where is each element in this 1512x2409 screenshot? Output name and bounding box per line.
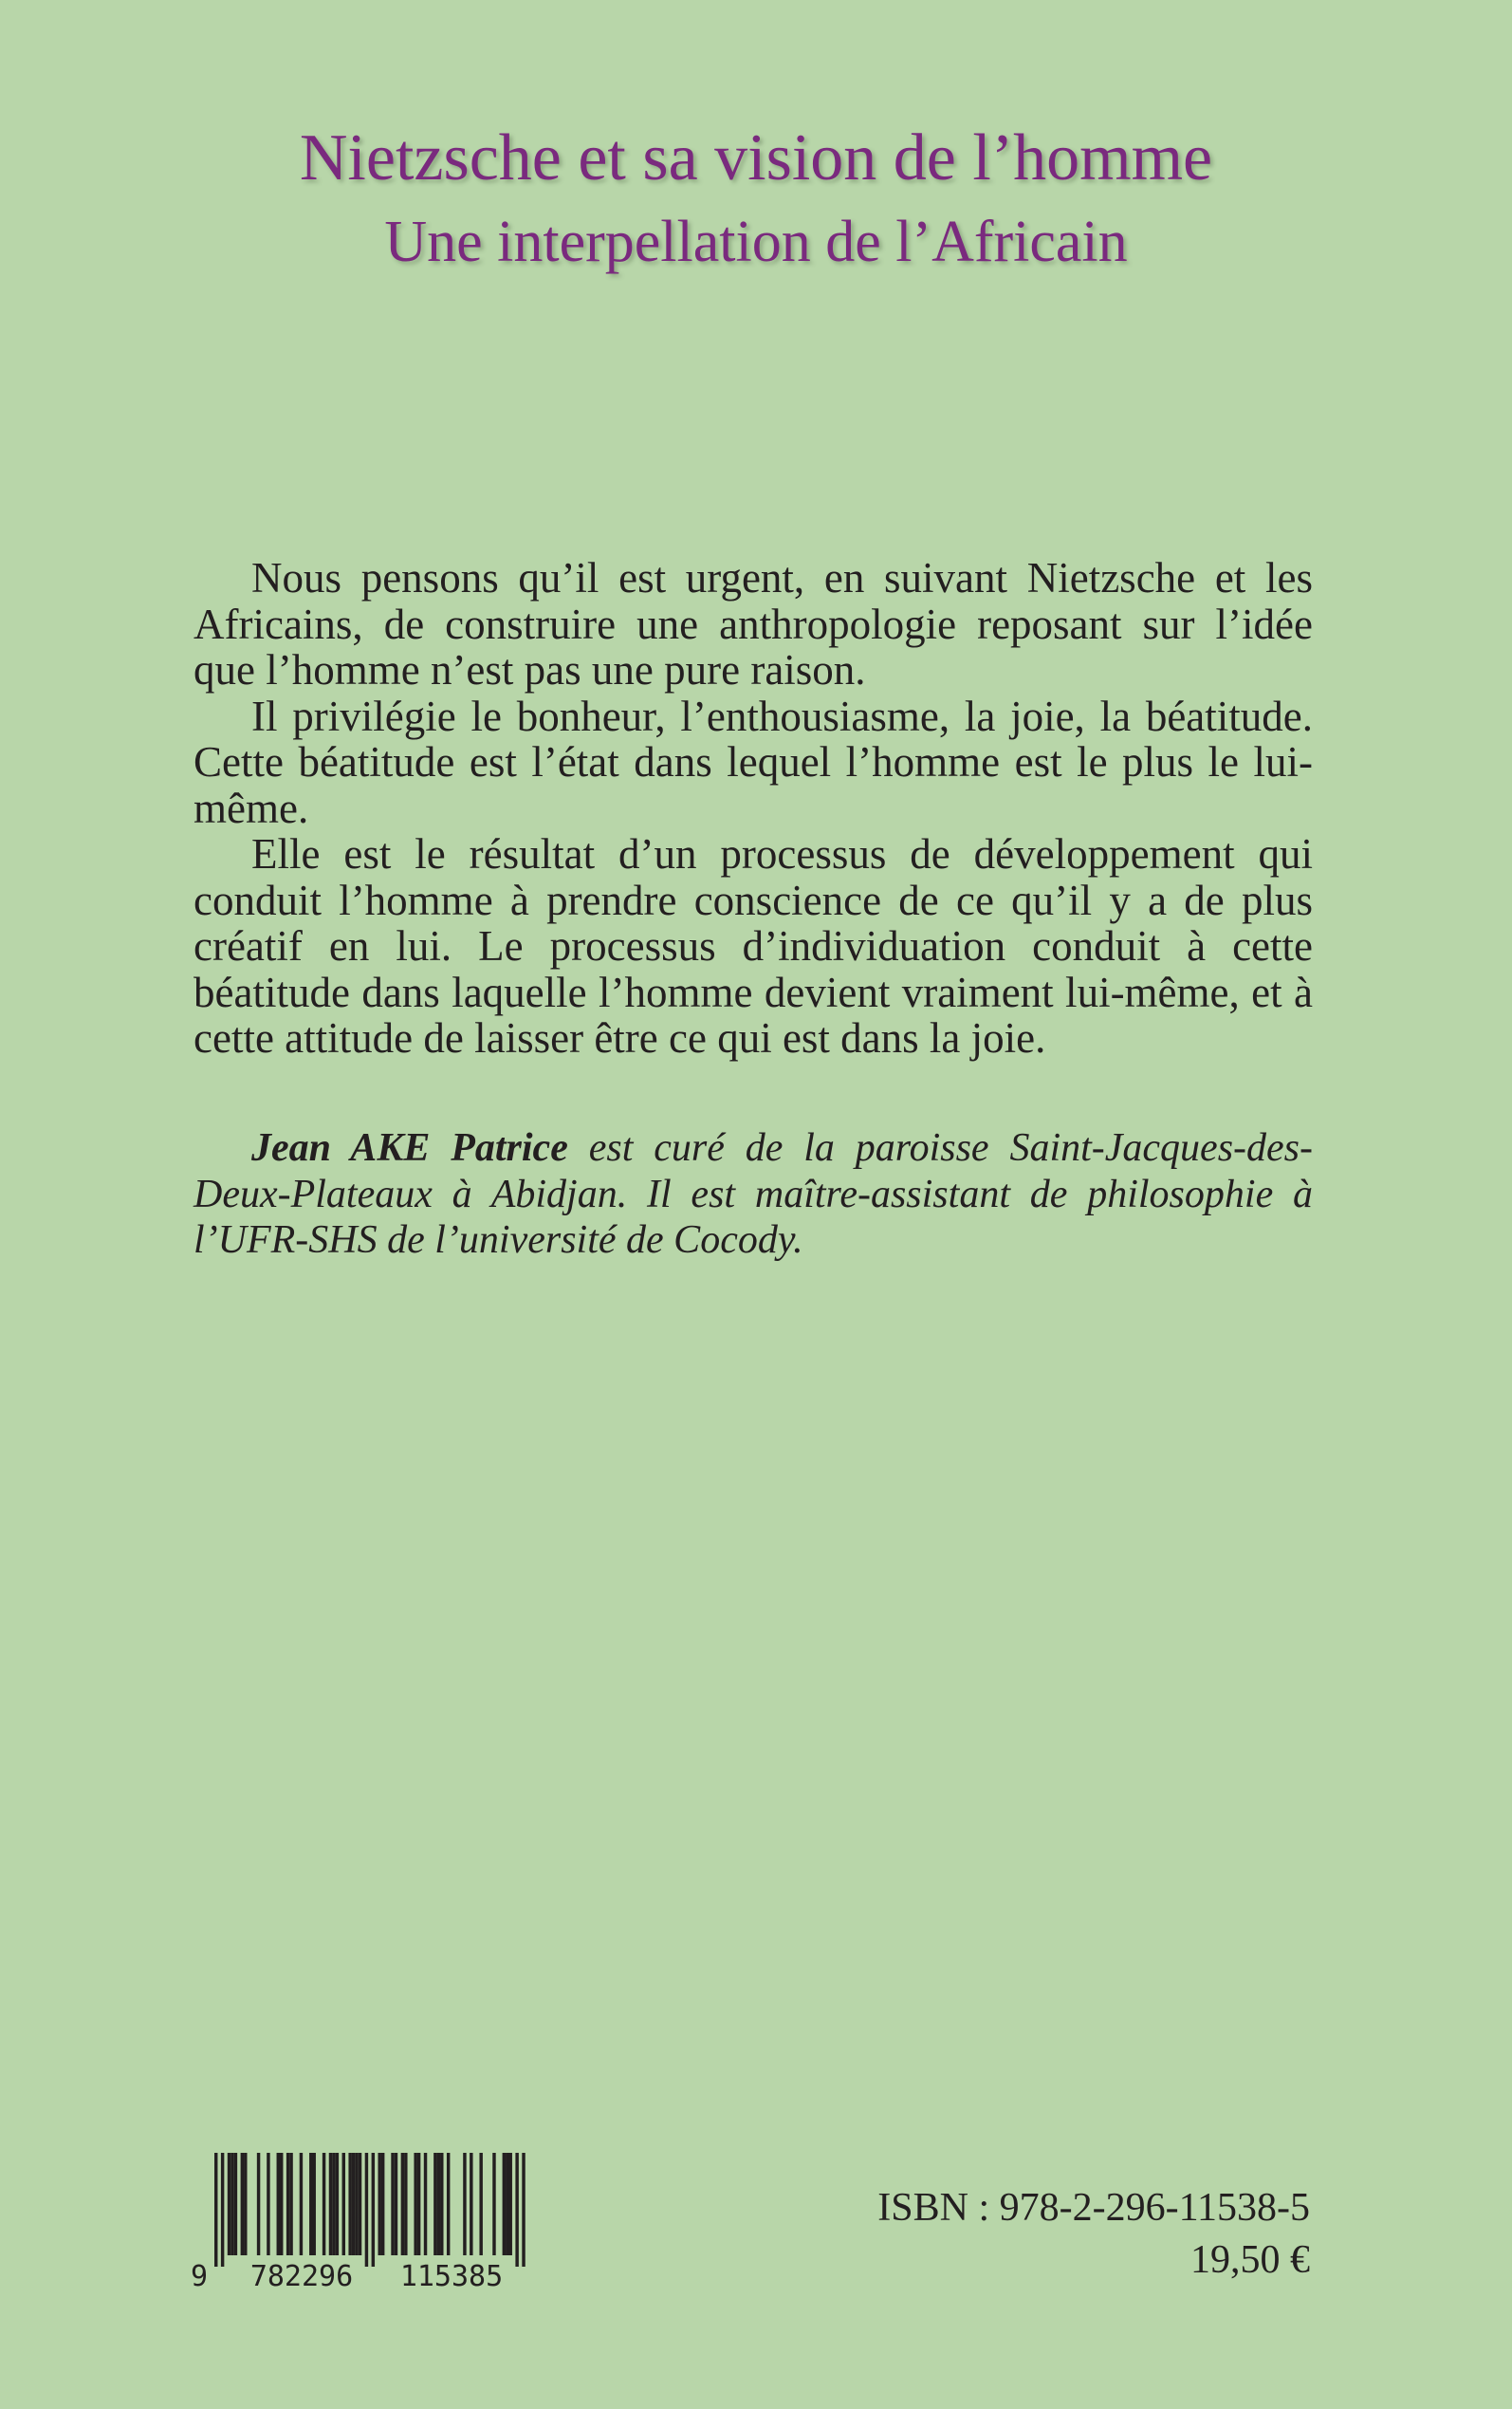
barcode-bar-42 (479, 2153, 482, 2255)
barcode-bar-18 (332, 2153, 335, 2255)
barcode-bar-30 (395, 2153, 397, 2255)
barcode-bar-41 (470, 2153, 472, 2255)
barcode-bar-22 (352, 2153, 355, 2255)
barcode-bar-24 (359, 2153, 361, 2255)
barcode-bar-34 (417, 2153, 420, 2255)
barcode-bar-3 (230, 2153, 233, 2255)
barcode-bar-44 (503, 2153, 506, 2255)
barcode-bar-2 (228, 2153, 230, 2255)
barcode-bar-9 (277, 2153, 280, 2255)
barcode-bar-25 (365, 2153, 368, 2267)
barcode-bar-32 (404, 2153, 407, 2255)
barcode-bar-35 (424, 2153, 427, 2255)
barcode-bar-10 (280, 2153, 283, 2255)
author-bio-text: est curé de la paroisse Saint-Jacques-des-Deux-Plateaux à Abidjan. Il est maître-assistant de philosophie à l’UFR-SHS de l’université de Cocody. (194, 1126, 1313, 1262)
barcode-bar-20 (342, 2153, 345, 2255)
barcode-right-digits: 115385 (399, 2260, 504, 2293)
barcode-bar-43 (492, 2153, 495, 2255)
barcode-bar-38 (440, 2153, 443, 2255)
barcode-bar-14 (309, 2153, 312, 2255)
back-cover-blurb (194, 555, 1313, 1062)
barcode-bar-0 (214, 2153, 217, 2267)
barcode-bar-6 (244, 2153, 247, 2255)
barcode-bar-13 (300, 2153, 303, 2255)
barcode-bar-11 (286, 2153, 289, 2255)
barcode-bars (214, 2153, 526, 2267)
barcode-bar-5 (241, 2153, 244, 2255)
barcode-bar-16 (323, 2153, 325, 2255)
book-title: Nietzsche et sa vision de l’homme (299, 121, 1213, 195)
isbn-label: ISBN : 978-2-296-11538-5 (877, 2186, 1310, 2230)
barcode-bar-40 (463, 2153, 466, 2255)
barcode-bar-37 (437, 2153, 440, 2255)
barcode-bar-47 (515, 2153, 518, 2267)
barcode-bar-1 (221, 2153, 224, 2267)
barcode-bar-48 (522, 2153, 525, 2267)
barcode-first-digit: 9 (190, 2260, 209, 2293)
barcode-bar-28 (381, 2153, 384, 2255)
barcode-bar-31 (401, 2153, 404, 2255)
barcode-bar-45 (506, 2153, 508, 2255)
blurb-paragraph-2: Il privilégie le bonheur, l’enthousiasme, la joie, la béatitude. Cette béatitude est l’état dans lequel l’homme est le plus le lui-même. (194, 692, 1313, 832)
barcode-bar-21 (348, 2153, 351, 2255)
blurb-paragraph-1: Nous pensons qu’il est urgent, en suivant Nietzsche et les Africains, de construire une anthropologie reposant sur l’idée que l’homme n’est pas une pure raison. (194, 554, 1313, 694)
barcode-bar-36 (433, 2153, 436, 2255)
barcode-graphic (190, 2149, 554, 2293)
author-name: Jean AKE Patrice (251, 1126, 568, 1170)
barcode-bar-26 (372, 2153, 375, 2267)
barcode-bar-12 (289, 2153, 292, 2255)
barcode-bar-29 (391, 2153, 394, 2255)
blurb-paragraph-3: Elle est le résultat d’un processus de développement qui conduit l’homme à prendre conscience de ce qu’il y a de plus créatif en lui. Le processus d’individuation conduit à cette béatitude dans laquelle l’homme devient vraiment lui-même, et à cette attitude de laisser être ce qui est dans la joie. (194, 830, 1313, 1062)
barcode-bar-17 (329, 2153, 332, 2255)
barcode-bar-8 (267, 2153, 269, 2255)
barcode-bar-33 (414, 2153, 416, 2255)
price-label: 19,50 € (1190, 2238, 1310, 2282)
book-subtitle: Une interpellation de l’Africain (384, 210, 1128, 274)
barcode-left-digits: 782296 (249, 2260, 354, 2293)
barcode-bar-39 (447, 2153, 450, 2255)
barcode-bar-46 (509, 2153, 512, 2255)
barcode-bar-27 (378, 2153, 381, 2255)
author-bio (194, 1125, 1313, 1264)
barcode-bar-4 (234, 2153, 237, 2255)
barcode-bar-7 (257, 2153, 260, 2255)
barcode-bar-19 (336, 2153, 339, 2255)
barcode-bar-15 (313, 2153, 316, 2255)
barcode-bar-23 (355, 2153, 358, 2255)
barcode (190, 2149, 554, 2293)
